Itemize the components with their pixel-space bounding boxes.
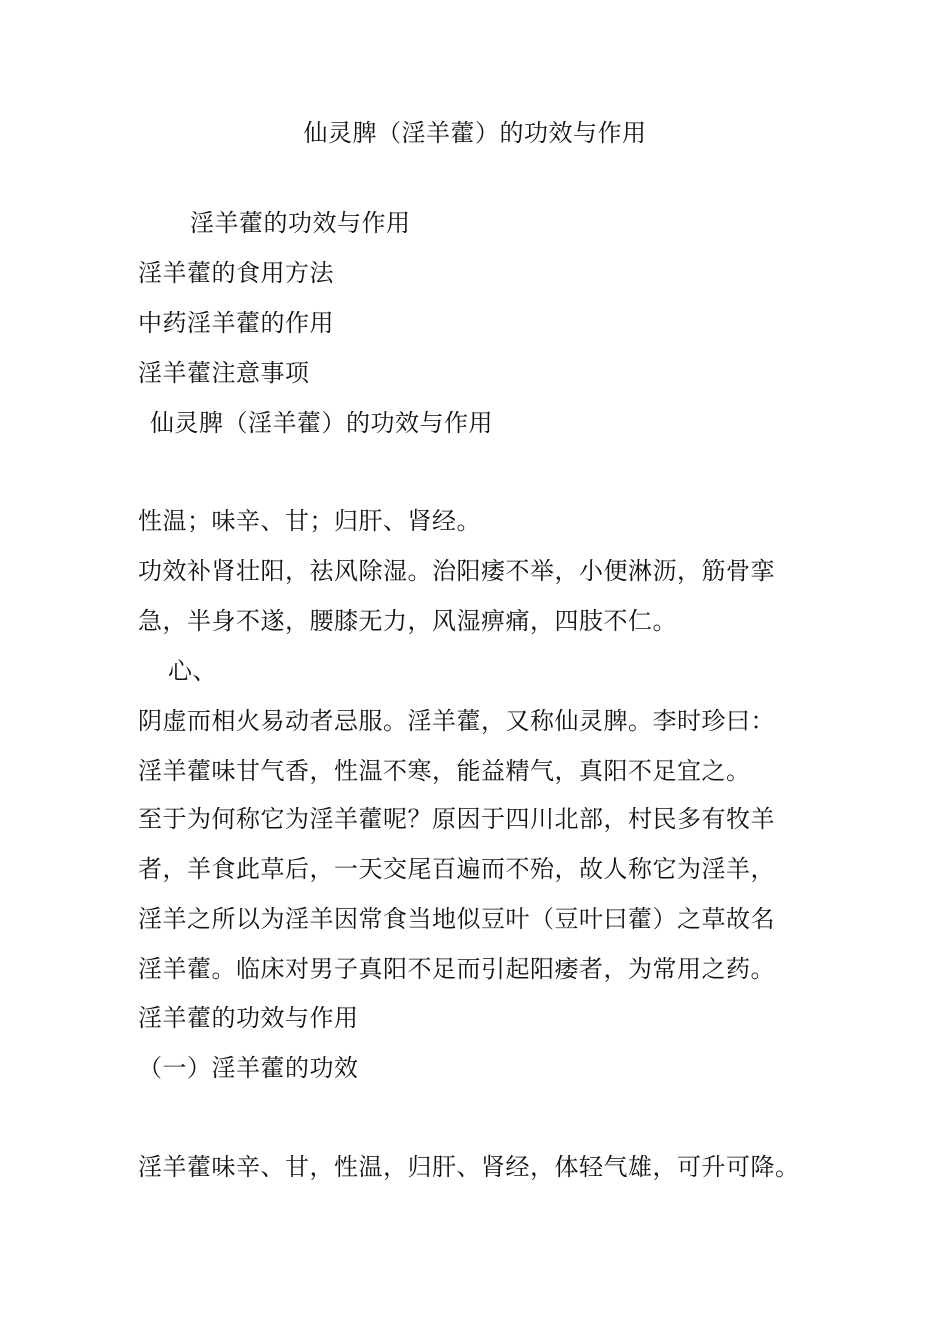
body-line: 淫羊藿味辛、甘，性温，归肝、肾经，体轻气雄，可升可降。 [138,1153,800,1181]
document-title: 仙灵脾（淫羊藿）的功效与作用 [303,119,647,147]
subsection-heading: （一）淫羊藿的功效 [138,1054,359,1082]
section-heading: 淫羊藿的功效与作用 [138,1004,359,1032]
body-line: 阴虚而相火易动者忌服。淫羊藿，又称仙灵脾。李时珍曰： [138,707,775,735]
body-line: 性温；味辛、甘；归肝、肾经。 [138,507,481,535]
toc-item: 仙灵脾（淫羊藿）的功效与作用 [150,409,493,437]
body-line: 淫羊藿味甘气香，性温不寒，能益精气，真阳不足宜之。 [138,757,751,785]
body-line: 淫羊藿。临床对男子真阳不足而引起阳痿者，为常用之药。 [138,955,775,983]
toc-item: 中药淫羊藿的作用 [138,309,334,337]
body-line: 者，羊食此草后，一天交尾百遍而不殆，故人称它为淫羊， [138,855,775,883]
body-line: 急，半身不遂，腰膝无力，风湿痹痛，四肢不仁。 [138,607,677,635]
body-line: 心、 [168,657,217,685]
body-line: 功效补肾壮阳，祛风除湿。治阳痿不举，小便淋沥，筋骨挛 [138,557,775,585]
body-line: 淫羊之所以为淫羊因常食当地似豆叶（豆叶曰藿）之草故名 [138,905,775,933]
body-line: 至于为何称它为淫羊藿呢？原因于四川北部，村民多有牧羊 [138,805,775,833]
toc-item: 淫羊藿注意事项 [138,359,310,387]
toc-item: 淫羊藿的食用方法 [138,259,334,287]
toc-item: 淫羊藿的功效与作用 [190,209,411,237]
